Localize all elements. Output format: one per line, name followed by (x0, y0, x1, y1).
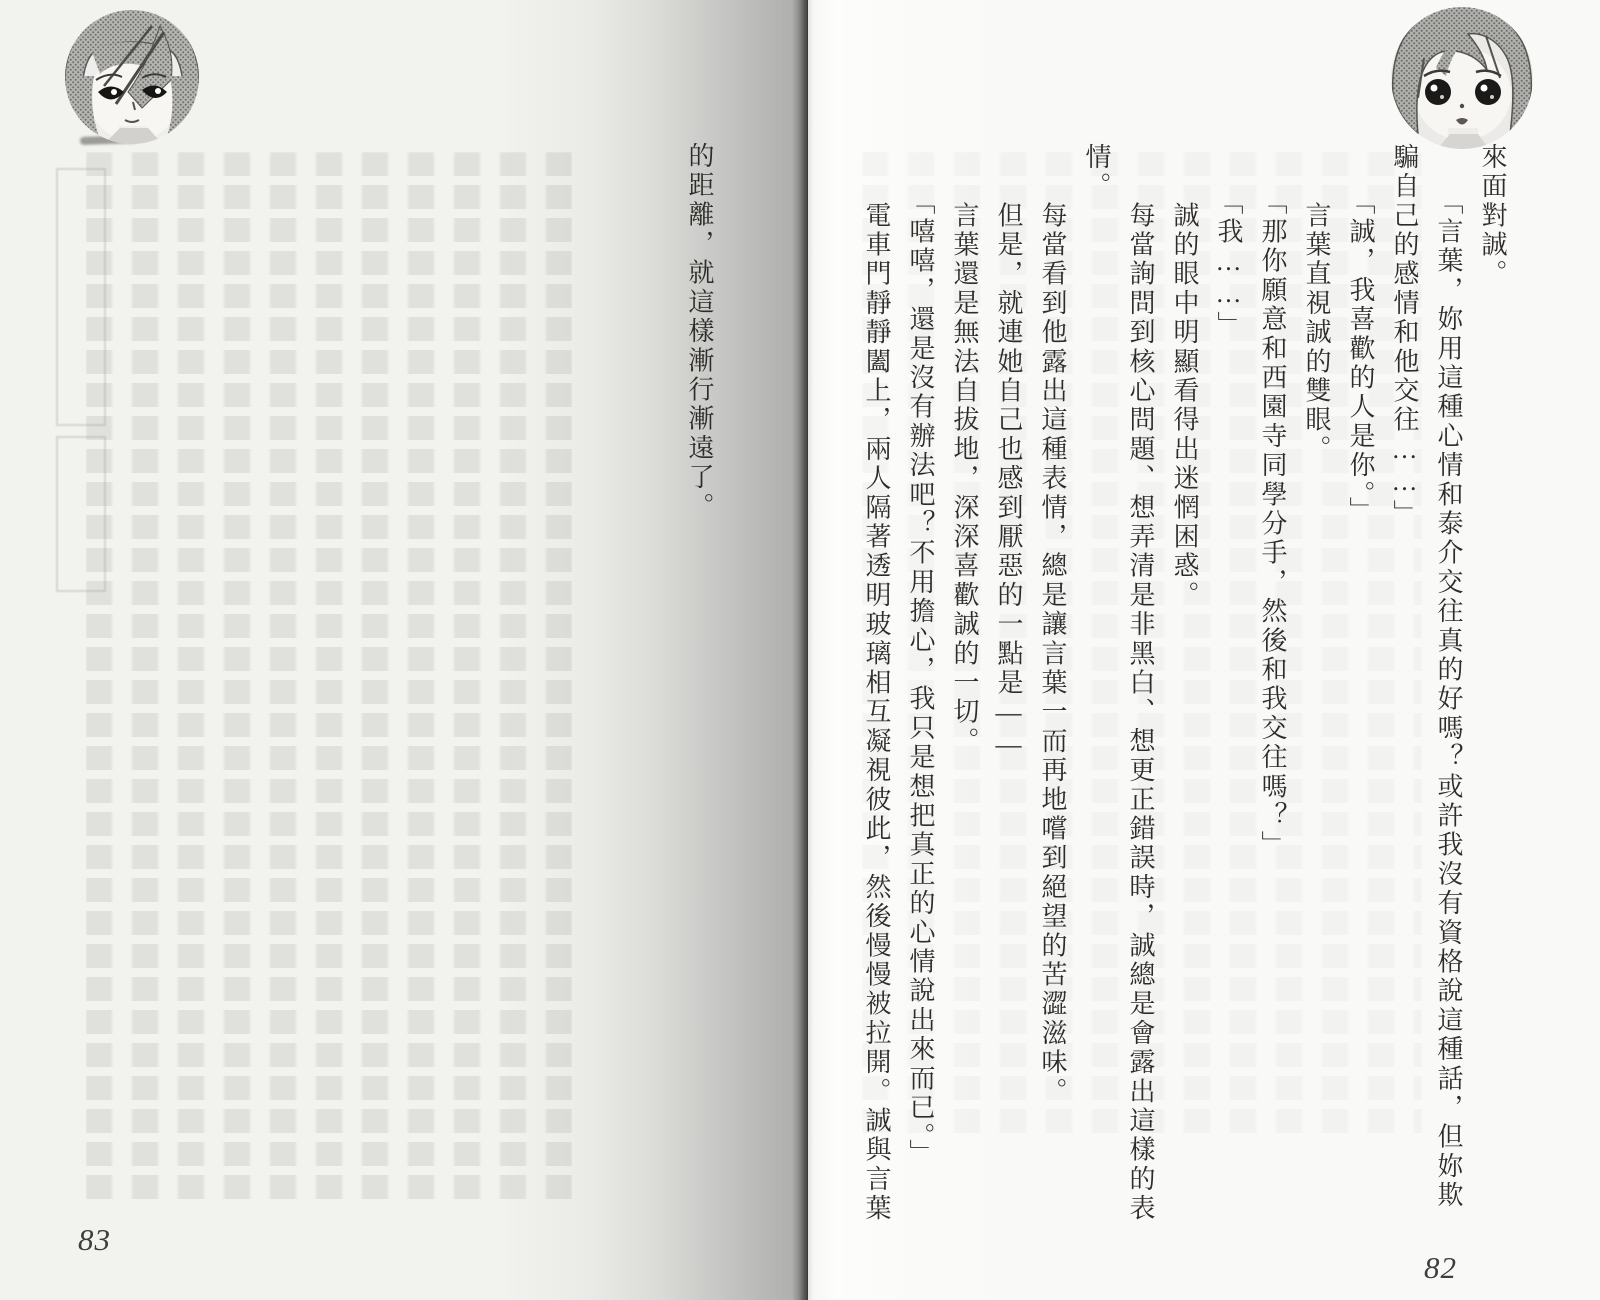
bleed-through-box (56, 168, 106, 426)
right-page-text-block (852, 139, 1514, 1225)
anime-girl-bangs-face-icon (62, 6, 202, 148)
text-column: 誠的眼中明顯看得出迷惘困惑。 (1170, 143, 1199, 611)
bleed-through-left (86, 152, 572, 1208)
page-number-right: 82 (1424, 1250, 1457, 1285)
text-column: 「言葉，妳用這種心情和泰介交往真的好嗎？或許我沒有資格說這種話，但妳欺 (1434, 143, 1463, 1211)
text-column: 騙自己的感情和他交往……」 (1390, 143, 1419, 529)
page-number-left: 83 (78, 1222, 111, 1257)
text-column: 「誠，我喜歡的人是你。」 (1346, 143, 1375, 526)
text-column: 但是，就連她自己也感到厭惡的一點是—— (994, 143, 1023, 763)
text-column: 電車門靜靜闔上，兩人隔著透明玻璃相互凝視彼此，然後慢慢被拉開。誠與言葉 (862, 143, 891, 1224)
text-column: 言葉還是無法自拔地，深深喜歡誠的一切。 (950, 143, 979, 757)
text-column: 的距離，就這樣漸行漸遠了。 (685, 142, 714, 522)
text-column: 每當看到他露出這種表情，總是讓言葉一而再地嚐到絕望的苦澀滋味。 (1038, 143, 1067, 1107)
left-page-text-block (675, 138, 721, 568)
anime-girl-worried-face-icon (1388, 2, 1536, 158)
text-column: 「嘻嘻，還是沒有辦法吧？不用擔心，我只是想把真正的心情說出來而已。」 (906, 143, 935, 1169)
text-column: 言葉直視誠的雙眼。 (1302, 143, 1331, 465)
text-column: 來面對誠。 (1478, 143, 1507, 289)
text-column: 每當詢問到核心問題、想弄清是非黑白、想更正錯誤時，誠總是會露出這樣的表 (1126, 143, 1155, 1224)
bleed-through-box (56, 436, 106, 592)
text-column: 「我……」 (1214, 143, 1243, 341)
text-column: 情。 (1082, 143, 1111, 202)
text-column: 「那你願意和西園寺同學分手，然後和我交往嗎？」 (1258, 143, 1287, 860)
